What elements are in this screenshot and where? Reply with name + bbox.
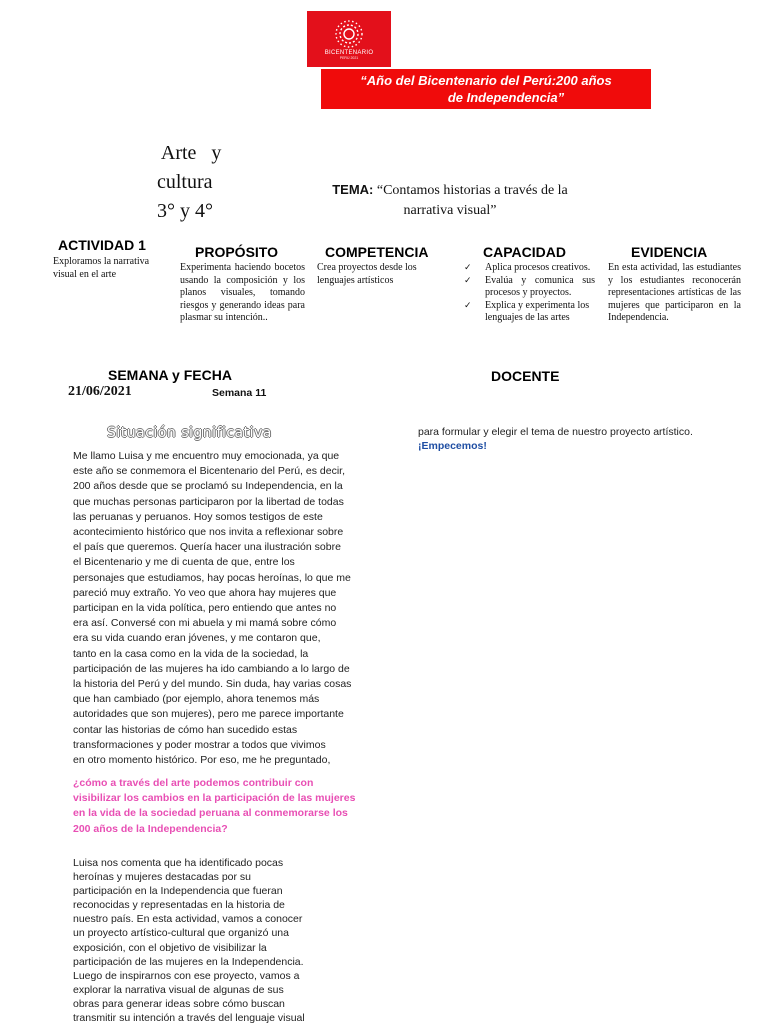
text-line: el Bicentenario y me di cuenta de que, entre los <box>73 556 295 569</box>
text-line: en otro momento histórico. Por eso, me he preguntado, <box>73 754 331 767</box>
text-line: exposición, con el objetivo de visibilizar la <box>73 941 267 954</box>
capacidad-list <box>462 262 595 325</box>
situacion-right-column <box>418 425 718 453</box>
logo-subtitle: PERÚ 2021 <box>339 55 359 60</box>
evidencia-text: En esta actividad, las estudiantes y los estudiantes reconocerán representaciones artísticas de las mujeres que participaron en la Independencia. <box>608 262 741 323</box>
subject-line-2: cultura <box>157 171 213 193</box>
text-line: transformaciones y poder mostrar a todos que vivimos <box>73 738 326 751</box>
text-line: en la vida de la sociedad peruana al conmemorarse los <box>73 807 348 820</box>
capacidad-item: ✓ Evalúa y comunica sus procesos y proyectos. <box>464 274 595 298</box>
text-line: las peruanas y peruanos. Hoy somos testigos de este <box>73 510 323 523</box>
text-line: pareció muy extraño. Yo veo que ahora hay mujeres que <box>73 586 337 599</box>
competencia-text: Crea proyectos desde los lenguajes artísticos <box>317 262 417 286</box>
actividad-line-1: Exploramos la narrativa <box>53 256 150 267</box>
text-line: personajes que estudiamos, hay pocas heroínas, lo que me <box>73 571 351 584</box>
text-line: participación de las mujeres en la Independencia. <box>73 955 304 968</box>
text-line: reconocidas y representadas en la historia de <box>73 899 285 912</box>
text-line: explorar la narrativa visual de algunas de sus <box>73 983 284 996</box>
docente-heading: DOCENTE <box>491 368 560 384</box>
proposito-text: Experimenta haciendo bocetos usando la composición y los planos visuales, tomando riesgos y generando ideas para plasmar su intención.. <box>180 262 305 323</box>
banner-line-2: de Independencia” <box>447 90 565 105</box>
situacion-paragraph-1 <box>73 449 353 768</box>
banner-line-1: “Año del Bicentenario del Perú:200 años <box>360 73 612 88</box>
text-line: 200 años de la Independencia? <box>73 822 228 835</box>
capacidad-item: ✓ Explica y experimenta los lenguajes de las artes <box>464 299 590 323</box>
semana-heading: SEMANA y FECHA <box>108 367 232 383</box>
text-line: nuestro país. En esta actividad, vamos a conocer <box>73 913 303 926</box>
situacion-question <box>73 776 356 837</box>
text-line: Me llamo Luisa y me encuentro muy emocionada, ya que <box>73 450 340 462</box>
tema-text-2: narrativa visual” <box>403 203 497 218</box>
empecemos-text: ¡Empecemos! <box>418 440 487 452</box>
text-line: 200 años desde que se proclamó su Independencia, en la <box>73 480 343 493</box>
check-icon: ✓ <box>464 300 472 311</box>
tema-text-1: “Contamos historias a través de la <box>373 183 568 198</box>
situacion-title: Situación significativa <box>107 425 272 441</box>
check-icon: ✓ <box>464 275 472 286</box>
check-icon: ✓ <box>464 263 472 273</box>
bicentenario-logo <box>307 11 391 67</box>
text-line: participan en la vida política, pero entiendo que antes no <box>73 602 337 615</box>
proposito-heading: PROPÓSITO <box>195 244 278 260</box>
bicentenario-sun-icon <box>334 19 364 49</box>
text-line: autoridades que son mujeres), pero me parece importante <box>73 708 344 721</box>
actividad-body <box>53 256 173 281</box>
text-line: acontecimiento histórico que nos invita a reflexionar sobre <box>73 526 344 539</box>
logo-name: BICENTENARIO <box>324 49 374 56</box>
text-line: heroínas y mujeres destacadas por su <box>73 871 252 884</box>
subject-block <box>157 139 257 226</box>
text-line: que han cambiado (por ejemplo, ahora tenemos más <box>73 693 320 706</box>
text-line: Luisa nos comenta que ha identificado pocas <box>73 857 284 869</box>
text-line: obras para generar ideas sobre cómo buscan <box>73 997 285 1010</box>
text-line: visibilizar los cambios en la participación de las mujeres <box>73 792 356 805</box>
text-line: era así. Conversé con mi abuela y mi mamá sobre cómo <box>73 617 337 630</box>
text-line: ¿cómo a través del arte podemos contribuir con <box>73 777 314 789</box>
capacidad-heading: CAPACIDAD <box>483 244 566 260</box>
evidencia-heading: EVIDENCIA <box>631 244 708 260</box>
text-line: participación de las mujeres ha ido cambiando a lo largo de <box>73 662 350 675</box>
subject-line-3: 3° y 4° <box>157 200 213 222</box>
semana-date: 21/06/2021 <box>68 384 132 399</box>
right-column-text: para formular y elegir el tema de nuestro proyecto artístico. <box>418 426 693 438</box>
text-line: transmitir su intención a través del lenguaje visual <box>73 1012 305 1024</box>
text-line: la historia del Perú y del mundo. Sin duda, hay varias cosas <box>73 678 352 691</box>
text-line: contar las historias de cómo han sucedido estas <box>73 723 298 736</box>
semana-week: Semana 11 <box>212 387 267 399</box>
text-line: este año se conmemora el Bicentenario del Perú, es decir, <box>73 465 345 478</box>
text-line: que muchas personas participaron por la libertad de todas <box>73 495 344 508</box>
text-line: era su vida cuando eran jóvenes, y me contaron que, <box>73 632 321 645</box>
tema-block <box>282 180 618 221</box>
year-banner <box>321 69 651 109</box>
actividad-line-2: visual en el arte <box>53 268 117 280</box>
situacion-paragraph-2 <box>73 856 353 1024</box>
text-line: Luego de inspirarnos con ese proyecto, vamos a <box>73 969 300 982</box>
text-line: un proyecto artístico-cultural que organizó una <box>73 927 289 940</box>
competencia-heading: COMPETENCIA <box>325 244 429 260</box>
subject-line-1: Arte y <box>157 142 222 164</box>
text-line: tanto en la casa como en la vida de la sociedad, la <box>73 647 309 660</box>
actividad-heading: ACTIVIDAD 1 <box>58 237 146 253</box>
text-line: el país que queremos. Quería hacer una ilustración sobre <box>73 541 341 554</box>
text-line: participación en la Independencia que fueran <box>73 885 283 898</box>
capacidad-item: ✓ Aplica procesos creativos. <box>464 262 591 273</box>
tema-label: TEMA: <box>332 182 374 197</box>
